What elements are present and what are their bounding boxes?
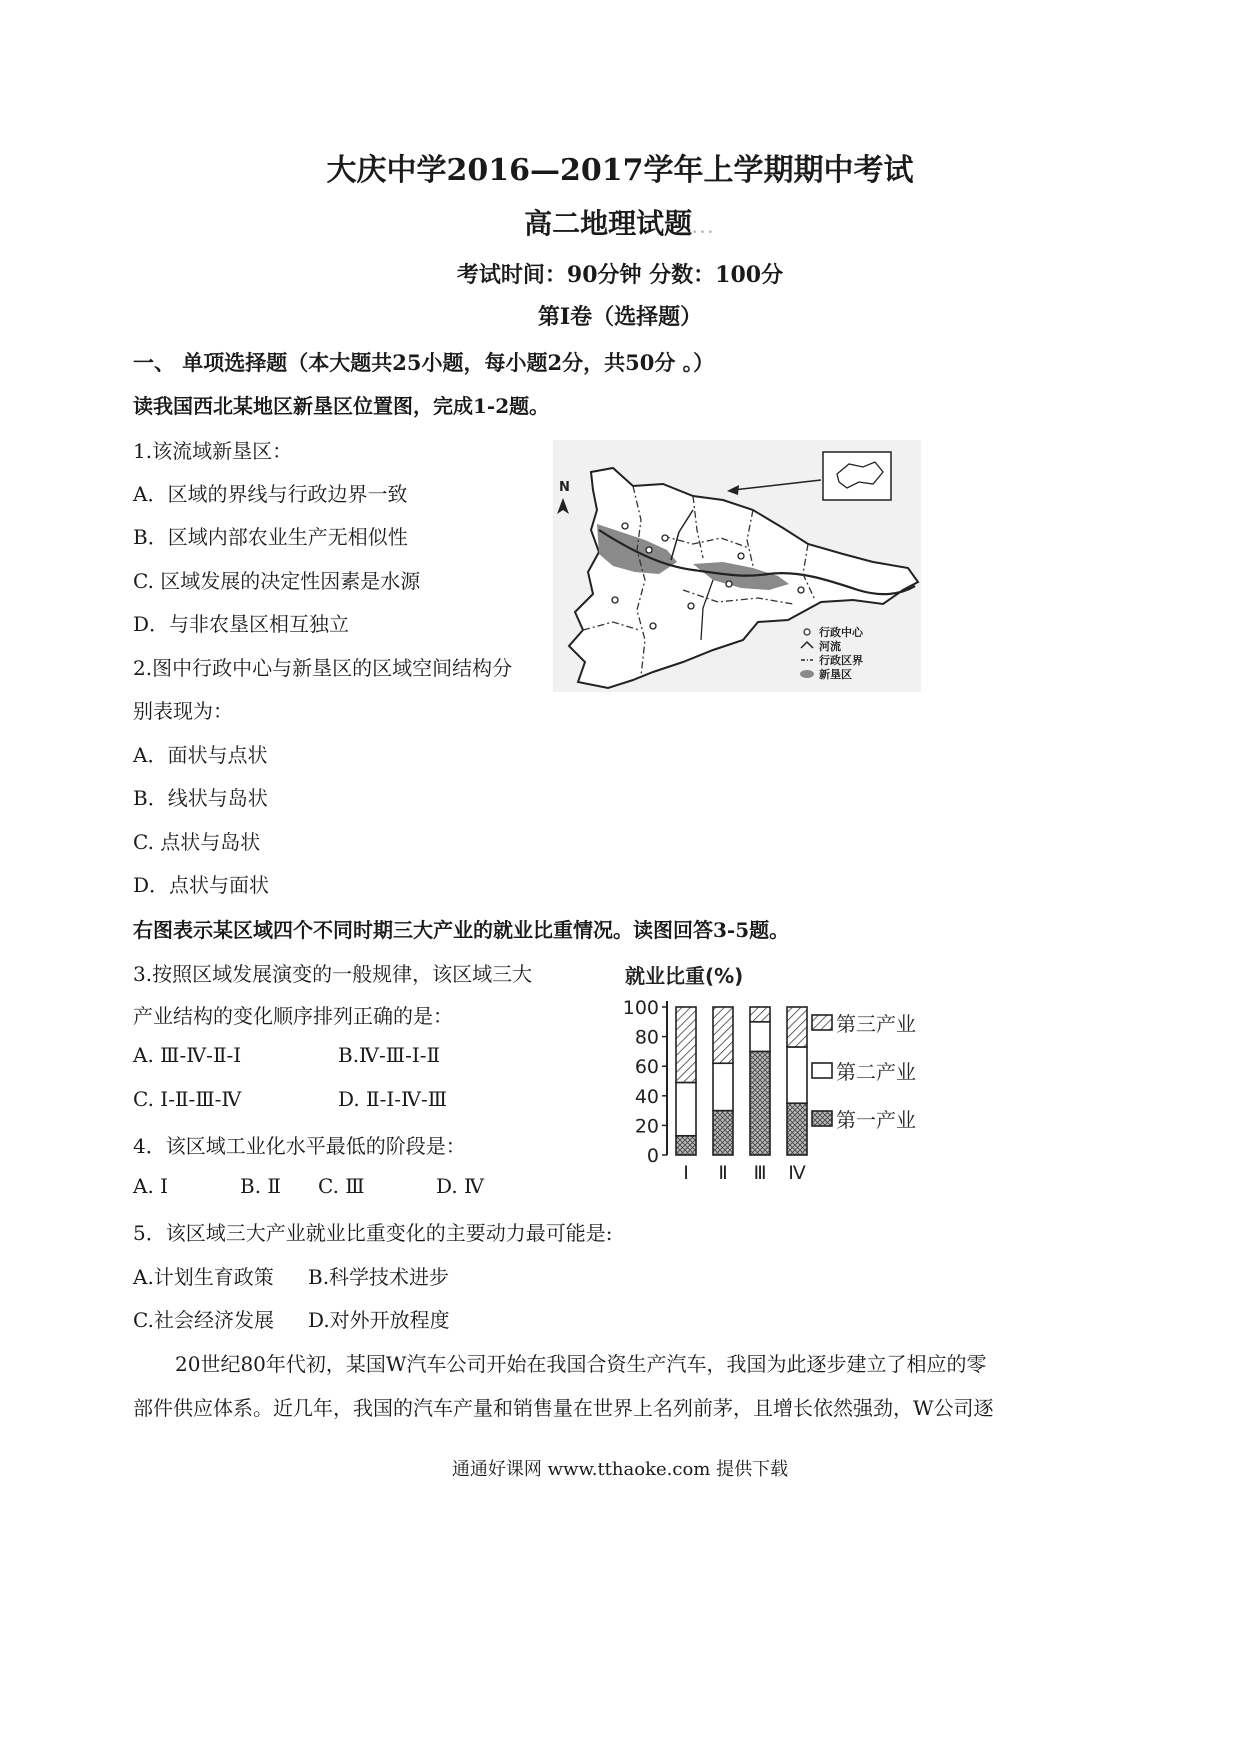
q2-option-d: D．点状与面状 bbox=[133, 873, 270, 897]
q5-stem: 5．该区域三大产业就业比重变化的主要动力最可能是: bbox=[133, 1221, 613, 1245]
legend-label-3: 第一产业 bbox=[836, 1108, 916, 1132]
q3-stem-line2: 产业结构的变化顺序排列正确的是： bbox=[133, 1004, 453, 1028]
inset-box bbox=[823, 452, 891, 500]
q2-option-b: B．线状与岛状 bbox=[133, 786, 268, 810]
group2-intro: 右图表示某区域四个不同时期三大产业的就业比重情况。读图回答3-5题。 bbox=[133, 918, 790, 942]
legend-swatch-1 bbox=[812, 1015, 832, 1030]
bar-3-series-3 bbox=[750, 1007, 770, 1022]
bar-2-series-1 bbox=[713, 1111, 733, 1155]
y-tick-label-3: 60 bbox=[634, 1056, 659, 1079]
y-tick-label-0: 0 bbox=[646, 1145, 659, 1167]
legend-label-2: 第二产业 bbox=[836, 1060, 916, 1084]
q2-stem-line1: 2.图中行政中心与新垦区的区域空间结构分 bbox=[133, 656, 513, 680]
north-label: N bbox=[559, 480, 570, 495]
q3-option-b: B.Ⅳ-Ⅲ-Ⅰ-Ⅱ bbox=[338, 1043, 441, 1067]
legend-admin-center: 行政中心 bbox=[819, 626, 863, 639]
legend-swatch-3 bbox=[812, 1111, 832, 1126]
q5-option-c: C.社会经济发展 bbox=[133, 1308, 274, 1332]
chart-plot-area bbox=[623, 997, 916, 1184]
page-footer: 通通好课网 www.tthaoke.com 提供下载 bbox=[451, 1459, 789, 1480]
legend-reclaimed-icon bbox=[800, 670, 814, 678]
bar-3-series-2 bbox=[750, 1022, 770, 1052]
bar-4-series-1 bbox=[787, 1103, 807, 1155]
bar-4-series-3 bbox=[787, 1007, 807, 1047]
dots-decoration: ... bbox=[692, 221, 716, 237]
group1-intro: 读我国西北某地区新垦区位置图，完成1-2题。 bbox=[133, 394, 550, 418]
exam-title: 大庆中学2016—2017学年上学期期中考试 bbox=[326, 153, 914, 188]
part-title: 第Ⅰ卷（选择题） bbox=[537, 304, 703, 330]
x-tick-label-2: Ⅱ bbox=[718, 1162, 728, 1184]
legend-reclaimed: 新垦区 bbox=[819, 668, 852, 681]
q2-stem-line2: 别表现为： bbox=[133, 699, 233, 723]
exam-subtitle bbox=[0, 202, 1240, 242]
y-tick-label-4: 80 bbox=[634, 1026, 659, 1049]
q4-option-a: A. Ⅰ bbox=[133, 1174, 169, 1198]
legend-river-icon bbox=[801, 642, 813, 648]
q1-option-b: B．区域内部农业生产无相似性 bbox=[133, 525, 408, 549]
q3-stem-line1: 3.按照区域发展演变的一般规律，该区域三大 bbox=[133, 962, 533, 986]
exam-info: 考试时间：90分钟 分数：100分 bbox=[456, 262, 784, 288]
q5-option-d: D.对外开放程度 bbox=[308, 1308, 450, 1332]
subtitle-text: 高二地理试题 bbox=[524, 207, 693, 240]
y-tick-label-1: 20 bbox=[634, 1115, 659, 1138]
bar-1-series-1 bbox=[676, 1136, 696, 1155]
map-legend bbox=[800, 625, 864, 681]
q4-stem: 4．该区域工业化水平最低的阶段是： bbox=[133, 1134, 466, 1158]
q2-option-a: A．面状与点状 bbox=[133, 743, 268, 767]
legend-swatch-2 bbox=[812, 1063, 832, 1078]
section-heading: 一、 单项选择题（本大题共25小题，每小题2分，共50分 。） bbox=[133, 350, 715, 375]
q4-option-d: D. Ⅳ bbox=[436, 1174, 485, 1198]
y-tick-label-5: 100 bbox=[622, 997, 659, 1019]
bar-2-series-3 bbox=[713, 1007, 733, 1063]
north-arrow-icon bbox=[557, 498, 569, 514]
chart-ylabel: 就业比重(%) bbox=[625, 964, 744, 988]
chart-svg bbox=[615, 955, 925, 1190]
legend-admin-boundary: 行政区界 bbox=[819, 654, 863, 667]
passage-line2: 部件供应体系。近几年，我国的汽车产量和销售量在世界上名列前茅，且增长依然强劲，W公司逐 bbox=[133, 1396, 994, 1420]
bar-1-series-2 bbox=[676, 1082, 696, 1135]
legend-center-icon bbox=[804, 629, 810, 635]
passage-line1: 20世纪80年代初，某国W汽车公司开始在我国合资生产汽车，我国为此逐步建立了相应的零 bbox=[175, 1352, 987, 1376]
x-tick-label-1: Ⅰ bbox=[683, 1162, 689, 1184]
q5-option-a: A.计划生育政策 bbox=[133, 1265, 274, 1289]
q1-option-a: A．区域的界线与行政边界一致 bbox=[133, 482, 408, 506]
x-tick-label-4: Ⅳ bbox=[788, 1162, 806, 1184]
x-tick-label-3: Ⅲ bbox=[753, 1162, 767, 1184]
q1-option-d: D．与非农垦区相互独立 bbox=[133, 612, 350, 636]
q4-option-b: B. Ⅱ bbox=[240, 1174, 282, 1198]
q3-option-a: A. Ⅲ-Ⅳ-Ⅱ-Ⅰ bbox=[133, 1043, 242, 1067]
bar-4-series-2 bbox=[787, 1047, 807, 1103]
reclamation-map bbox=[553, 440, 921, 692]
map-svg bbox=[553, 440, 921, 692]
inset-arrow-head bbox=[727, 485, 739, 495]
bar-1-series-3 bbox=[676, 1007, 696, 1082]
y-tick-label-2: 40 bbox=[634, 1085, 659, 1108]
inset-arrow-line bbox=[733, 480, 821, 490]
legend-river: 河流 bbox=[819, 640, 841, 653]
employment-chart bbox=[615, 955, 925, 1190]
q4-option-c: C. Ⅲ bbox=[318, 1174, 365, 1198]
bar-3-series-1 bbox=[750, 1051, 770, 1155]
q1-option-c: C. 区域发展的决定性因素是水源 bbox=[133, 569, 421, 593]
q2-option-c: C. 点状与岛状 bbox=[133, 830, 261, 854]
bar-2-series-2 bbox=[713, 1063, 733, 1110]
legend-label-1: 第三产业 bbox=[836, 1012, 916, 1036]
q1-stem: 1.该流域新垦区： bbox=[133, 439, 293, 463]
q3-option-d: D. Ⅱ-Ⅰ-Ⅳ-Ⅲ bbox=[338, 1087, 448, 1111]
q5-option-b: B.科学技术进步 bbox=[308, 1265, 450, 1289]
q3-option-c: C. Ⅰ-Ⅱ-Ⅲ-Ⅳ bbox=[133, 1087, 242, 1111]
